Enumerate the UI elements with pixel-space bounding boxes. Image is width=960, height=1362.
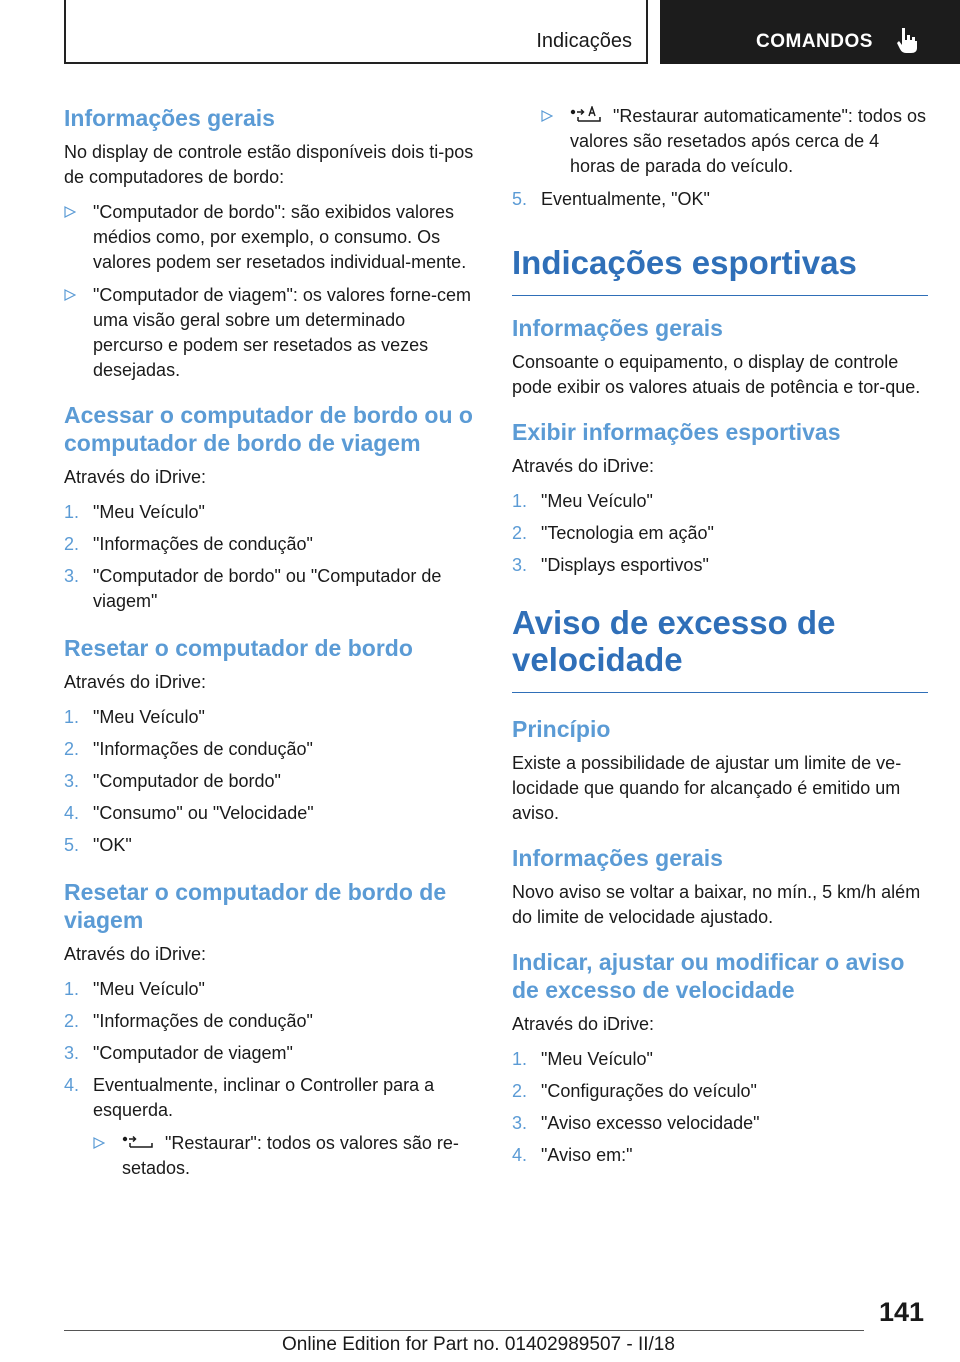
list-item: 1. "Meu Veículo" — [64, 979, 205, 999]
speed-info-text: Novo aviso se voltar a baixar, no mín., 5 km/h além do limite de velocidade ajustado. — [512, 882, 921, 927]
reset-trip-steps — [64, 977, 480, 1123]
triangle-bullet-icon — [64, 206, 76, 218]
sport-steps — [512, 489, 928, 578]
footer-edition: Online Edition for Part no. 01402989507 - II/18 — [282, 1334, 675, 1355]
section-title-speed-general-info: Informações gerais — [512, 845, 723, 871]
reset-options-list-cont — [541, 104, 928, 179]
list-item: 4. Eventualmente, inclinar o Controller para a esquerda. — [64, 1075, 435, 1120]
set-speed-intro: Através do iDrive: — [512, 1014, 655, 1034]
footer-divider — [64, 1330, 864, 1331]
header-chapter-box — [660, 0, 960, 64]
reset-trip-intro: Através do iDrive: — [64, 944, 207, 964]
list-item: 3. "Aviso excesso velocidade" — [512, 1113, 760, 1133]
pointing-hand-icon — [896, 26, 920, 54]
list-item: 2. "Configurações do veículo" — [512, 1081, 757, 1101]
reset-intro: Através do iDrive: — [64, 672, 207, 692]
section-title-access-computer: Acessar o computador de bordo ou o computador de bordo de viagem — [64, 402, 473, 456]
list-item: 1. "Meu Veículo" — [512, 1049, 653, 1069]
list-item: 3. "Displays esportivos" — [512, 555, 709, 575]
reset-icon — [122, 1135, 154, 1151]
show-sport-intro: Através do iDrive: — [512, 456, 655, 476]
triangle-bullet-icon — [64, 289, 76, 301]
header-section-title: Indicações — [536, 30, 632, 52]
header-section-box — [64, 0, 648, 64]
list-item: 1. "Meu Veículo" — [64, 502, 205, 522]
bullet-text: "Computador de bordo": são exibidos valores médios como, por exemplo, o consumo. Os valores podem ser resetados individual-mente. — [93, 202, 467, 272]
list-item: 4. "Consumo" ou "Velocidade" — [64, 803, 314, 823]
list-item: 5. "OK" — [64, 835, 132, 855]
page-number: 141 — [878, 1297, 924, 1327]
right-column — [512, 100, 928, 1168]
list-item: 3. "Computador de viagem" — [64, 1043, 293, 1063]
bullet-text: "Computador de viagem": os valores forne-cem uma visão geral sobre um determinado percurso e podem ser resetados as vezes desejadas. — [93, 285, 471, 380]
computer-types-list — [64, 200, 480, 383]
principle-text: Existe a possibilidade de ajustar um limite de ve-locidade que quando for alcançado é emitido um aviso. — [512, 753, 902, 823]
bullet-text: "Restaurar automaticamente": todos os valores são resetados após cerca de 4 horas de parada do veículo. — [570, 106, 926, 176]
auto-reset-icon — [570, 106, 602, 124]
section-title-general-info: Informações gerais — [64, 105, 275, 131]
section-title-set-speed-warning: Indicar, ajustar ou modificar o aviso de excesso de velocidade — [512, 949, 905, 1003]
list-item: 3. "Computador de bordo" ou "Computador de viagem" — [64, 566, 442, 611]
sport-info-text: Consoante o equipamento, o display de controle pode exibir os valores atuais de potência e tor-que. — [512, 352, 921, 397]
list-item: 4. "Aviso em:" — [512, 1145, 633, 1165]
reset-steps — [64, 705, 480, 858]
triangle-bullet-icon — [93, 1137, 105, 1149]
left-column — [64, 100, 480, 1181]
header-chapter-title: COMANDOS — [756, 31, 873, 52]
section-title-sport-general-info: Informações gerais — [512, 315, 723, 341]
speed-steps — [512, 1047, 928, 1168]
triangle-bullet-icon — [541, 110, 553, 122]
reset-options-list — [93, 1131, 480, 1181]
list-item: 1. "Meu Veículo" — [64, 707, 205, 727]
list-item: 1. "Meu Veículo" — [512, 491, 653, 511]
chapter-title-sport-displays: Indicações esportivas — [512, 244, 928, 296]
list-item — [64, 200, 480, 275]
access-intro: Através do iDrive: — [64, 467, 207, 487]
list-item: 3. "Computador de bordo" — [64, 771, 281, 791]
section-title-reset-trip-computer: Resetar o computador de bordo de viagem — [64, 879, 447, 933]
section-title-principle: Princípio — [512, 716, 611, 742]
list-item: 5. Eventualmente, "OK" — [512, 189, 710, 209]
section-title-reset-computer: Resetar o computador de bordo — [64, 635, 413, 661]
list-item: 2. "Informações de condução" — [64, 739, 313, 759]
chapter-title-speed-warning: Aviso de excesso de velocidade — [512, 604, 928, 693]
general-info-intro: No display de controle estão disponíveis dois ti-pos de computadores de bordo: — [64, 142, 474, 187]
access-steps — [64, 500, 480, 614]
list-item — [541, 104, 928, 179]
bullet-text: "Restaurar": todos os valores são re-setados. — [122, 1133, 459, 1178]
section-title-show-sport-info: Exibir informações esportivas — [512, 419, 841, 445]
list-item — [93, 1131, 480, 1181]
list-item: 2. "Informações de condução" — [64, 534, 313, 554]
list-item: 2. "Informações de condução" — [64, 1011, 313, 1031]
list-item: 2. "Tecnologia em ação" — [512, 523, 714, 543]
reset-trip-steps-cont — [512, 187, 928, 212]
list-item — [64, 283, 480, 383]
